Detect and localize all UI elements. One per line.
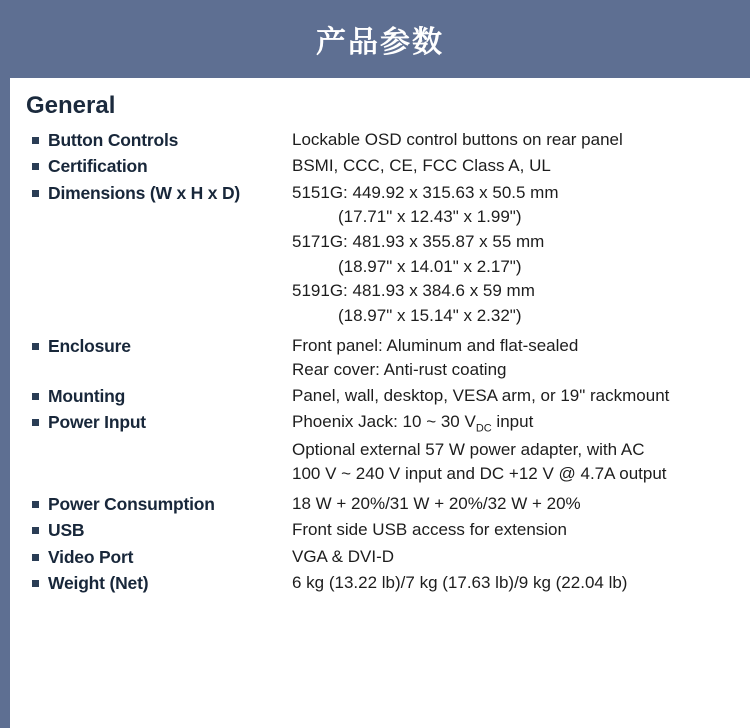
spec-label: Certification bbox=[48, 156, 148, 177]
spec-label: USB bbox=[48, 520, 85, 541]
spec-value-line: Rear cover: Anti-rust coating bbox=[292, 360, 507, 380]
spec-value-cell bbox=[292, 545, 750, 570]
spec-label: Video Port bbox=[48, 546, 134, 567]
spec-label-cell bbox=[10, 334, 292, 359]
spec-list bbox=[10, 128, 750, 596]
spec-value-line: 6 kg (13.22 lb)/7 kg (17.63 lb)/9 kg (22.04 lb) bbox=[292, 572, 628, 592]
spec-value-cell bbox=[292, 181, 750, 329]
spec-value-line: (18.97" x 15.14" x 2.32") bbox=[338, 305, 522, 325]
spec-value-cell bbox=[292, 334, 750, 383]
spec-label-cell bbox=[10, 154, 292, 179]
spec-label: Dimensions (W x H x D) bbox=[48, 182, 241, 203]
spec-label-cell bbox=[10, 384, 292, 409]
square-bullet-icon bbox=[32, 419, 39, 426]
spec-label-cell bbox=[10, 181, 292, 206]
spec-value-line: BSMI, CCC, CE, FCC Class A, UL bbox=[292, 156, 551, 176]
spec-row bbox=[10, 545, 750, 570]
spec-value-line: 5171G: 481.93 x 355.87 x 55 mm bbox=[292, 232, 545, 252]
spec-label: Power Consumption bbox=[48, 493, 215, 514]
square-bullet-icon bbox=[32, 137, 39, 144]
spec-value-cell bbox=[292, 518, 750, 543]
spec-value-cell bbox=[292, 128, 750, 153]
spec-value-line: Panel, wall, desktop, VESA arm, or 19" rackmount bbox=[292, 385, 670, 405]
spec-row bbox=[10, 492, 750, 517]
page-header bbox=[10, 0, 750, 78]
spec-row bbox=[10, 518, 750, 543]
spec-row bbox=[10, 154, 750, 179]
spec-label-cell bbox=[10, 410, 292, 435]
square-bullet-icon bbox=[32, 580, 39, 587]
spec-value-line: 100 V ~ 240 V input and DC +12 V @ 4.7A output bbox=[292, 464, 667, 484]
spec-row bbox=[10, 181, 750, 329]
spec-label: Weight (Net) bbox=[48, 572, 149, 593]
spec-row bbox=[10, 571, 750, 596]
spec-row bbox=[10, 128, 750, 153]
spec-value-line: 18 W + 20%/31 W + 20%/32 W + 20% bbox=[292, 493, 581, 513]
square-bullet-icon bbox=[32, 554, 39, 561]
spec-value-line: Lockable OSD control buttons on rear panel bbox=[292, 130, 623, 149]
spec-value-line: 5191G: 481.93 x 384.6 x 59 mm bbox=[292, 281, 535, 301]
spec-label-cell bbox=[10, 518, 292, 543]
square-bullet-icon bbox=[32, 393, 39, 400]
spec-value-line: (18.97" x 14.01" x 2.17") bbox=[338, 256, 522, 276]
spec-value-cell bbox=[292, 492, 750, 517]
spec-label: Mounting bbox=[48, 385, 126, 406]
section-title-general: General bbox=[26, 92, 116, 119]
spec-label-cell bbox=[10, 492, 292, 517]
left-accent-bar bbox=[0, 0, 10, 728]
square-bullet-icon bbox=[32, 343, 39, 350]
spec-body bbox=[10, 78, 750, 728]
spec-value-line: Phoenix Jack: 10 ~ 30 $V_{DC}$ input bbox=[292, 412, 534, 435]
spec-label: Enclosure bbox=[48, 335, 131, 356]
square-bullet-icon bbox=[32, 190, 39, 197]
spec-row bbox=[10, 334, 750, 383]
square-bullet-icon bbox=[32, 163, 39, 170]
spec-label: Power Input bbox=[48, 412, 146, 433]
spec-value-line: (17.71" x 12.43" x 1.99") bbox=[338, 207, 522, 227]
spec-value-cell bbox=[292, 571, 750, 596]
spec-value-cell bbox=[292, 410, 750, 487]
spec-value-line: Front panel: Aluminum and flat-sealed bbox=[292, 335, 579, 355]
spec-label-cell bbox=[10, 545, 292, 570]
spec-value-line: 5151G: 449.92 x 315.63 x 50.5 mm bbox=[292, 182, 559, 202]
spec-value-line: Front side USB access for extension bbox=[292, 520, 567, 540]
spec-value-line: Optional external 57 W power adapter, with AC bbox=[292, 439, 645, 459]
page-title: 产品参数 bbox=[316, 25, 444, 60]
spec-label: Button Controls bbox=[48, 130, 179, 150]
spec-label-cell bbox=[10, 128, 292, 153]
spec-row bbox=[10, 384, 750, 409]
spec-value-line: VGA & DVI-D bbox=[292, 546, 395, 566]
square-bullet-icon bbox=[32, 501, 39, 508]
square-bullet-icon bbox=[32, 527, 39, 534]
spec-label-cell bbox=[10, 571, 292, 596]
spec-value-cell bbox=[292, 154, 750, 179]
spec-row bbox=[10, 410, 750, 487]
spec-value-cell bbox=[292, 384, 750, 409]
